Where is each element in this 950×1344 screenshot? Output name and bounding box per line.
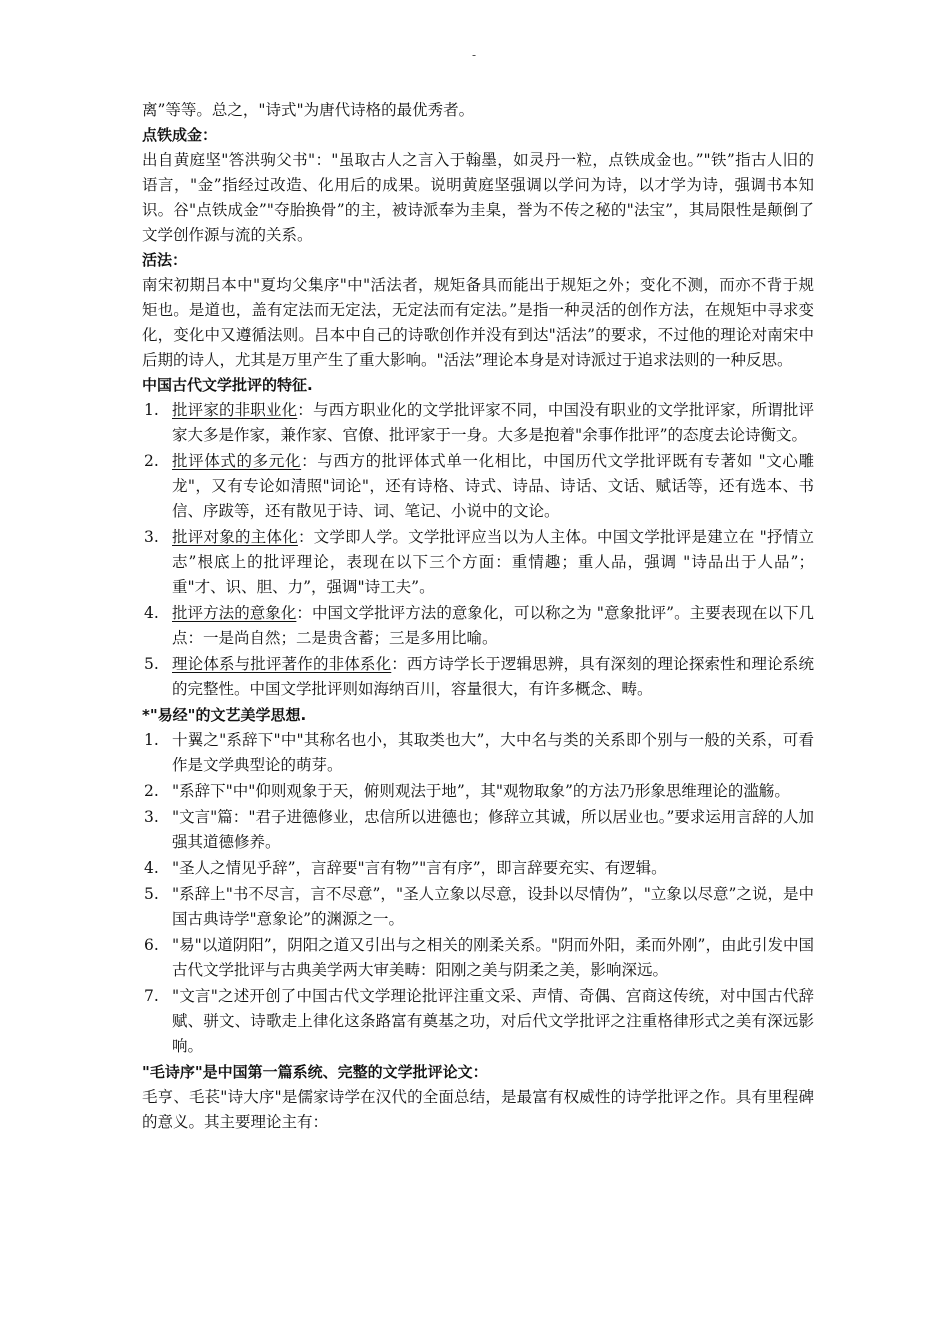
item-number: 5. (144, 885, 159, 903)
item-number: 2. (144, 782, 159, 800)
item-number: 2. (144, 452, 159, 470)
item-number: 7. (144, 987, 159, 1005)
list-item (142, 882, 814, 932)
item-text: ：文学即人学。文学批评应当以为人主体。中国文学批评是建立在 "抒情立志”根底上的批评理论，表现在以下三个方面：重情趣；重人品，强调 "诗品出于人品”；重"才、识、胆、力”，强调"诗工夫”。 (172, 528, 814, 596)
section-text-maoshixu: 毛亨、毛苌"诗大序"是儒家诗学在汉代的全面总结，是最富有权威性的诗学批评之作。具有里程碑的意义。其主要理论主有： (142, 1088, 814, 1131)
item-text: "圣人之情见乎辞”，言辞要"言有物”"言有序”，即言辞要充实、有逻辑。 (172, 859, 667, 877)
list-item (142, 779, 814, 804)
item-text: "易"以道阴阳”，阴阳之道又引出与之相关的刚柔关系。"阴而外阳，柔而外刚”，由此引发中国古代文学批评与古典美学两大审美畴：阳刚之美与阴柔之美，影响深远。 (172, 936, 814, 979)
item-text: ：中国文学批评方法的意象化，可以称之为 "意象批评”。主要表现在以下几点：一是尚自然；二是贵含蓄；三是多用比喻。 (172, 604, 814, 647)
item-keyword: 批评体式的多元化 (172, 452, 302, 470)
item-number: 4. (144, 604, 159, 622)
item-number: 3. (144, 528, 159, 546)
item-number: 6. (144, 936, 159, 954)
item-keyword: 批评对象的主体化 (172, 528, 298, 546)
section-title-maoshixu: "毛诗序"是中国第一篇系统、完整的文学批评论文： (142, 1063, 488, 1081)
section-title-huofa: 活法： (142, 251, 188, 269)
item-number: 5. (144, 655, 159, 673)
item-keyword: 批评家的非职业化 (172, 401, 298, 419)
list-item (142, 933, 814, 983)
item-text: ：与西方职业化的文学批评家不同，中国没有职业的文学批评家，所谓批评家大多是作家，兼作家、官僚、批评家于一身。大多是抱着"余事作批评”的态度去论诗衡文。 (172, 401, 814, 444)
section-title-features: 中国古代文学批评的特征. (142, 376, 313, 394)
item-number: 3. (144, 808, 159, 826)
section-title-diantie: 点铁成金： (142, 126, 218, 144)
list-item (142, 525, 814, 600)
list-item (142, 805, 814, 855)
section-title-yijing: *"易经"的文艺美学思想. (142, 706, 307, 724)
header-mark: - (472, 48, 477, 62)
item-text: ：与西方的批评体式单一化相比，中国历代文学批评既有专著如 "文心雕龙"，又有专论如清照"词论"，还有诗格、诗式、诗品、诗话、文话、赋话等，还有选本、书信、序跋等，还有散见于诗、词、笔记、小说中的文论。 (172, 452, 814, 520)
list-item (142, 398, 814, 448)
list-item (142, 652, 814, 702)
list-item (142, 449, 814, 524)
item-text: "系辞下"中"仰则观象于天，俯则观法于地”，其"观物取象”的方法乃形象思维理论的滥觞。 (172, 782, 790, 800)
intro-paragraph: 离”等等。总之，"诗式"为唐代诗格的最优秀者。 (142, 101, 475, 119)
item-keyword: 批评方法的意象化 (172, 604, 297, 622)
list-item (142, 601, 814, 651)
features-list (142, 398, 814, 702)
document-body (142, 98, 814, 1135)
item-text: ：西方诗学长于逻辑思辨，具有深刻的理论探索性和理论系统的完整性。中国文学批评则如海纳百川，容量很大，有许多概念、畴。 (172, 655, 814, 698)
item-keyword: 理论体系与批评著作的非体系化 (172, 655, 392, 673)
item-number: 1. (144, 401, 159, 419)
item-text: "文言"之述开创了中国古代文学理论批评注重文采、声情、奇偶、宫商这传统，对中国古代辞赋、骈文、诗歌走上律化这条路富有奠基之功，对后代文学批评之注重格律形式之美有深远影响。 (172, 987, 814, 1055)
section-text-diantie: 出自黄庭坚"答洪驹父书"："虽取古人之言入于翰墨，如灵丹一粒，点铁成金也。”"铁”指古人旧的语言，"金”指经过改造、化用后的成果。说明黄庭坚强调以学问为诗，以才学为诗，强调书本知识。谷"点铁成金”"夺胎换骨”的主，被诗派奉为圭臬，誉为不传之秘的"法宝”，其局限性是颠倒了文学创作源与流的关系。 (142, 151, 814, 244)
item-number: 4. (144, 859, 159, 877)
item-number: 1. (144, 731, 159, 749)
item-text: "系辞上"书不尽言，言不尽意”，"圣人立象以尽意，设卦以尽情伪”，"立象以尽意”之说，是中国古典诗学"意象论”的渊源之一。 (172, 885, 814, 928)
item-text: "文言"篇："君子进德修业，忠信所以进德也；修辞立其诚，所以居业也。”要求运用言辞的人加强其道德修养。 (172, 808, 814, 851)
list-item (142, 856, 814, 881)
item-text: 十翼之"系辞下"中"其称名也小，其取类也大”，大中名与类的关系即个别与一般的关系，可看作是文学典型论的萌芽。 (172, 731, 814, 774)
yijing-list (142, 728, 814, 1059)
section-text-huofa: 南宋初期吕本中"夏均父集序"中"活法者，规矩备具而能出于规矩之外；变化不测，而亦不背于规矩也。是道也，盖有定法而无定法，无定法而有定法。”是指一种灵活的创作方法，在规矩中寻求变化，变化中又遵循法则。吕本中自己的诗歌创作并没有到达"活法”的要求，不过他的理论对南宋中后期的诗人，尤其是万里产生了重大影响。"活法”理论本身是对诗派过于追求法则的一种反思。 (142, 276, 814, 369)
list-item (142, 728, 814, 778)
list-item (142, 984, 814, 1059)
